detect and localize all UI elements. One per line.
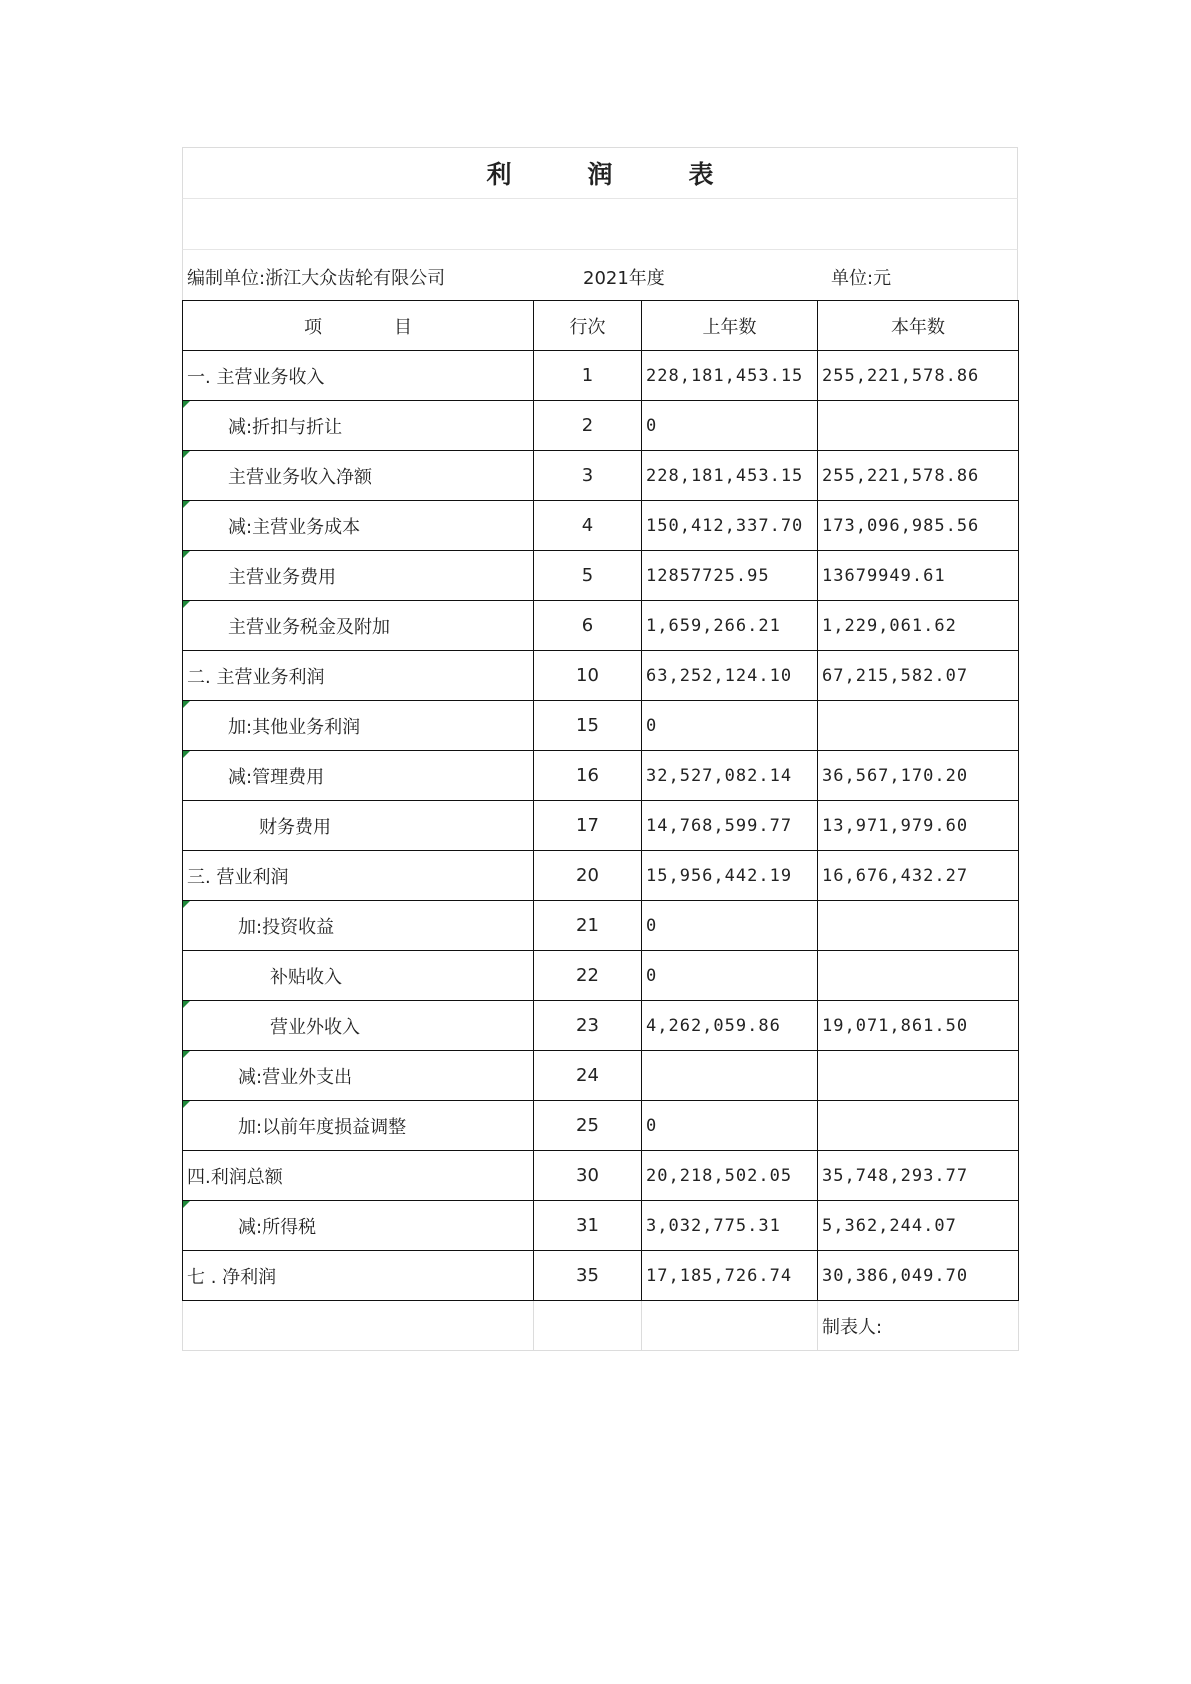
row-curr-value: 1,229,061.62 <box>818 601 1019 651</box>
table-row <box>183 1201 1019 1251</box>
comment-marker-icon <box>183 1051 190 1058</box>
preparer-label: 制表人: <box>818 1301 1019 1351</box>
title-char: 利 <box>486 160 512 189</box>
header-prev-year: 上年数 <box>642 301 818 351</box>
row-prev-value: 150,412,337.70 <box>642 501 818 551</box>
row-item <box>183 601 534 651</box>
row-item <box>183 751 534 801</box>
table-row <box>183 1001 1019 1051</box>
table-header-row <box>183 301 1019 351</box>
row-curr-value <box>818 401 1019 451</box>
row-line-no: 31 <box>534 1201 642 1251</box>
comment-marker-icon <box>183 1101 190 1108</box>
fiscal-year: 2021年度 <box>583 268 665 289</box>
row-prev-value: 0 <box>642 701 818 751</box>
meta-row <box>182 250 1018 300</box>
row-line-no: 22 <box>534 951 642 1001</box>
row-curr-value <box>818 701 1019 751</box>
table-row <box>183 701 1019 751</box>
row-prev-value: 14,768,599.77 <box>642 801 818 851</box>
row-line-no: 25 <box>534 1101 642 1151</box>
row-item-label: 减:主营业务成本 <box>228 516 361 538</box>
row-prev-value: 228,181,453.15 <box>642 351 818 401</box>
row-item-label: 加:其他业务利润 <box>228 716 361 738</box>
row-item-label: 减:折扣与折让 <box>228 416 343 438</box>
comment-marker-icon <box>183 601 190 608</box>
comment-marker-icon <box>183 751 190 758</box>
table-row <box>183 851 1019 901</box>
table-row <box>183 501 1019 551</box>
table-row <box>183 601 1019 651</box>
row-prev-value: 20,218,502.05 <box>642 1151 818 1201</box>
row-prev-value <box>642 1051 818 1101</box>
footer-blank-cell <box>534 1301 642 1351</box>
comment-marker-icon <box>183 901 190 908</box>
blank-row <box>182 199 1018 250</box>
row-prev-value: 0 <box>642 401 818 451</box>
row-item <box>183 451 534 501</box>
row-curr-value: 173,096,985.56 <box>818 501 1019 551</box>
currency-unit: 单位:元 <box>831 268 892 289</box>
row-line-no: 21 <box>534 901 642 951</box>
row-item: 一. 主营业务收入 <box>183 351 534 401</box>
table-row <box>183 401 1019 451</box>
table-row <box>183 1051 1019 1101</box>
row-line-no: 6 <box>534 601 642 651</box>
row-item: 七 . 净利润 <box>183 1251 534 1301</box>
row-curr-value: 36,567,170.20 <box>818 751 1019 801</box>
row-item: 补贴收入 <box>183 951 534 1001</box>
row-item: 四.利润总额 <box>183 1151 534 1201</box>
row-line-no: 2 <box>534 401 642 451</box>
preparing-unit: 编制单位:浙江大众齿轮有限公司 <box>187 268 446 289</box>
row-prev-value: 4,262,059.86 <box>642 1001 818 1051</box>
table-row <box>183 1251 1019 1301</box>
row-item <box>183 501 534 551</box>
row-item: 二. 主营业务利润 <box>183 651 534 701</box>
header-item-char: 目 <box>394 316 412 338</box>
row-item-label: 减:所得税 <box>238 1216 317 1238</box>
row-line-no: 4 <box>534 501 642 551</box>
income-table <box>182 300 1019 1351</box>
row-curr-value: 255,221,578.86 <box>818 351 1019 401</box>
comment-marker-icon <box>183 401 190 408</box>
row-curr-value: 13,971,979.60 <box>818 801 1019 851</box>
comment-marker-icon <box>183 1201 190 1208</box>
row-item <box>183 1201 534 1251</box>
row-curr-value: 30,386,049.70 <box>818 1251 1019 1301</box>
comment-marker-icon <box>183 451 190 458</box>
row-item-label: 主营业务税金及附加 <box>228 616 390 638</box>
table-row <box>183 651 1019 701</box>
row-item <box>183 701 534 751</box>
row-item <box>183 401 534 451</box>
table-row <box>183 1151 1019 1201</box>
table-row <box>183 1101 1019 1151</box>
row-curr-value <box>818 951 1019 1001</box>
row-prev-value: 15,956,442.19 <box>642 851 818 901</box>
row-item <box>183 1001 534 1051</box>
row-line-no: 17 <box>534 801 642 851</box>
row-prev-value: 17,185,726.74 <box>642 1251 818 1301</box>
row-prev-value: 63,252,124.10 <box>642 651 818 701</box>
row-line-no: 35 <box>534 1251 642 1301</box>
row-prev-value: 0 <box>642 951 818 1001</box>
row-line-no: 16 <box>534 751 642 801</box>
row-line-no: 1 <box>534 351 642 401</box>
row-item-label: 减:营业外支出 <box>238 1066 353 1088</box>
row-line-no: 20 <box>534 851 642 901</box>
row-curr-value <box>818 1101 1019 1151</box>
row-item <box>183 1051 534 1101</box>
table-row <box>183 801 1019 851</box>
title-char: 表 <box>688 160 714 189</box>
row-item: 财务费用 <box>183 801 534 851</box>
header-item <box>183 301 534 351</box>
row-item <box>183 901 534 951</box>
comment-marker-icon <box>183 701 190 708</box>
row-line-no: 30 <box>534 1151 642 1201</box>
row-curr-value: 67,215,582.07 <box>818 651 1019 701</box>
row-curr-value: 255,221,578.86 <box>818 451 1019 501</box>
row-line-no: 3 <box>534 451 642 501</box>
row-item-label: 营业外收入 <box>270 1016 360 1038</box>
footer-blank-cell <box>183 1301 534 1351</box>
row-curr-value <box>818 901 1019 951</box>
header-item-char: 项 <box>304 316 322 338</box>
row-line-no: 5 <box>534 551 642 601</box>
row-prev-value: 0 <box>642 901 818 951</box>
row-curr-value: 16,676,432.27 <box>818 851 1019 901</box>
comment-marker-icon <box>183 501 190 508</box>
header-curr-year: 本年数 <box>818 301 1019 351</box>
comment-marker-icon <box>183 1001 190 1008</box>
row-curr-value: 5,362,244.07 <box>818 1201 1019 1251</box>
income-statement-sheet <box>182 147 1018 1351</box>
row-item <box>183 551 534 601</box>
row-item-label: 主营业务费用 <box>228 566 336 588</box>
row-item-label: 加:以前年度损益调整 <box>238 1116 407 1138</box>
row-line-no: 23 <box>534 1001 642 1051</box>
sheet-title <box>182 148 1018 199</box>
row-curr-value <box>818 1051 1019 1101</box>
row-line-no: 10 <box>534 651 642 701</box>
row-prev-value: 12857725.95 <box>642 551 818 601</box>
row-line-no: 24 <box>534 1051 642 1101</box>
table-row <box>183 901 1019 951</box>
row-item-label: 减:管理费用 <box>228 766 325 788</box>
table-row <box>183 751 1019 801</box>
row-prev-value: 1,659,266.21 <box>642 601 818 651</box>
header-line-no: 行次 <box>534 301 642 351</box>
comment-marker-icon <box>183 551 190 558</box>
footer-blank-cell <box>642 1301 818 1351</box>
row-prev-value: 0 <box>642 1101 818 1151</box>
row-curr-value: 35,748,293.77 <box>818 1151 1019 1201</box>
table-row <box>183 951 1019 1001</box>
table-row <box>183 351 1019 401</box>
row-line-no: 15 <box>534 701 642 751</box>
row-item-label: 加:投资收益 <box>238 916 335 938</box>
row-prev-value: 32,527,082.14 <box>642 751 818 801</box>
row-prev-value: 3,032,775.31 <box>642 1201 818 1251</box>
row-item: 三. 营业利润 <box>183 851 534 901</box>
row-prev-value: 228,181,453.15 <box>642 451 818 501</box>
row-item <box>183 1101 534 1151</box>
title-char: 润 <box>587 160 613 189</box>
row-curr-value: 19,071,861.50 <box>818 1001 1019 1051</box>
table-row <box>183 451 1019 501</box>
row-item-label: 主营业务收入净额 <box>228 466 372 488</box>
row-curr-value: 13679949.61 <box>818 551 1019 601</box>
footer-row <box>183 1301 1019 1351</box>
table-row <box>183 551 1019 601</box>
